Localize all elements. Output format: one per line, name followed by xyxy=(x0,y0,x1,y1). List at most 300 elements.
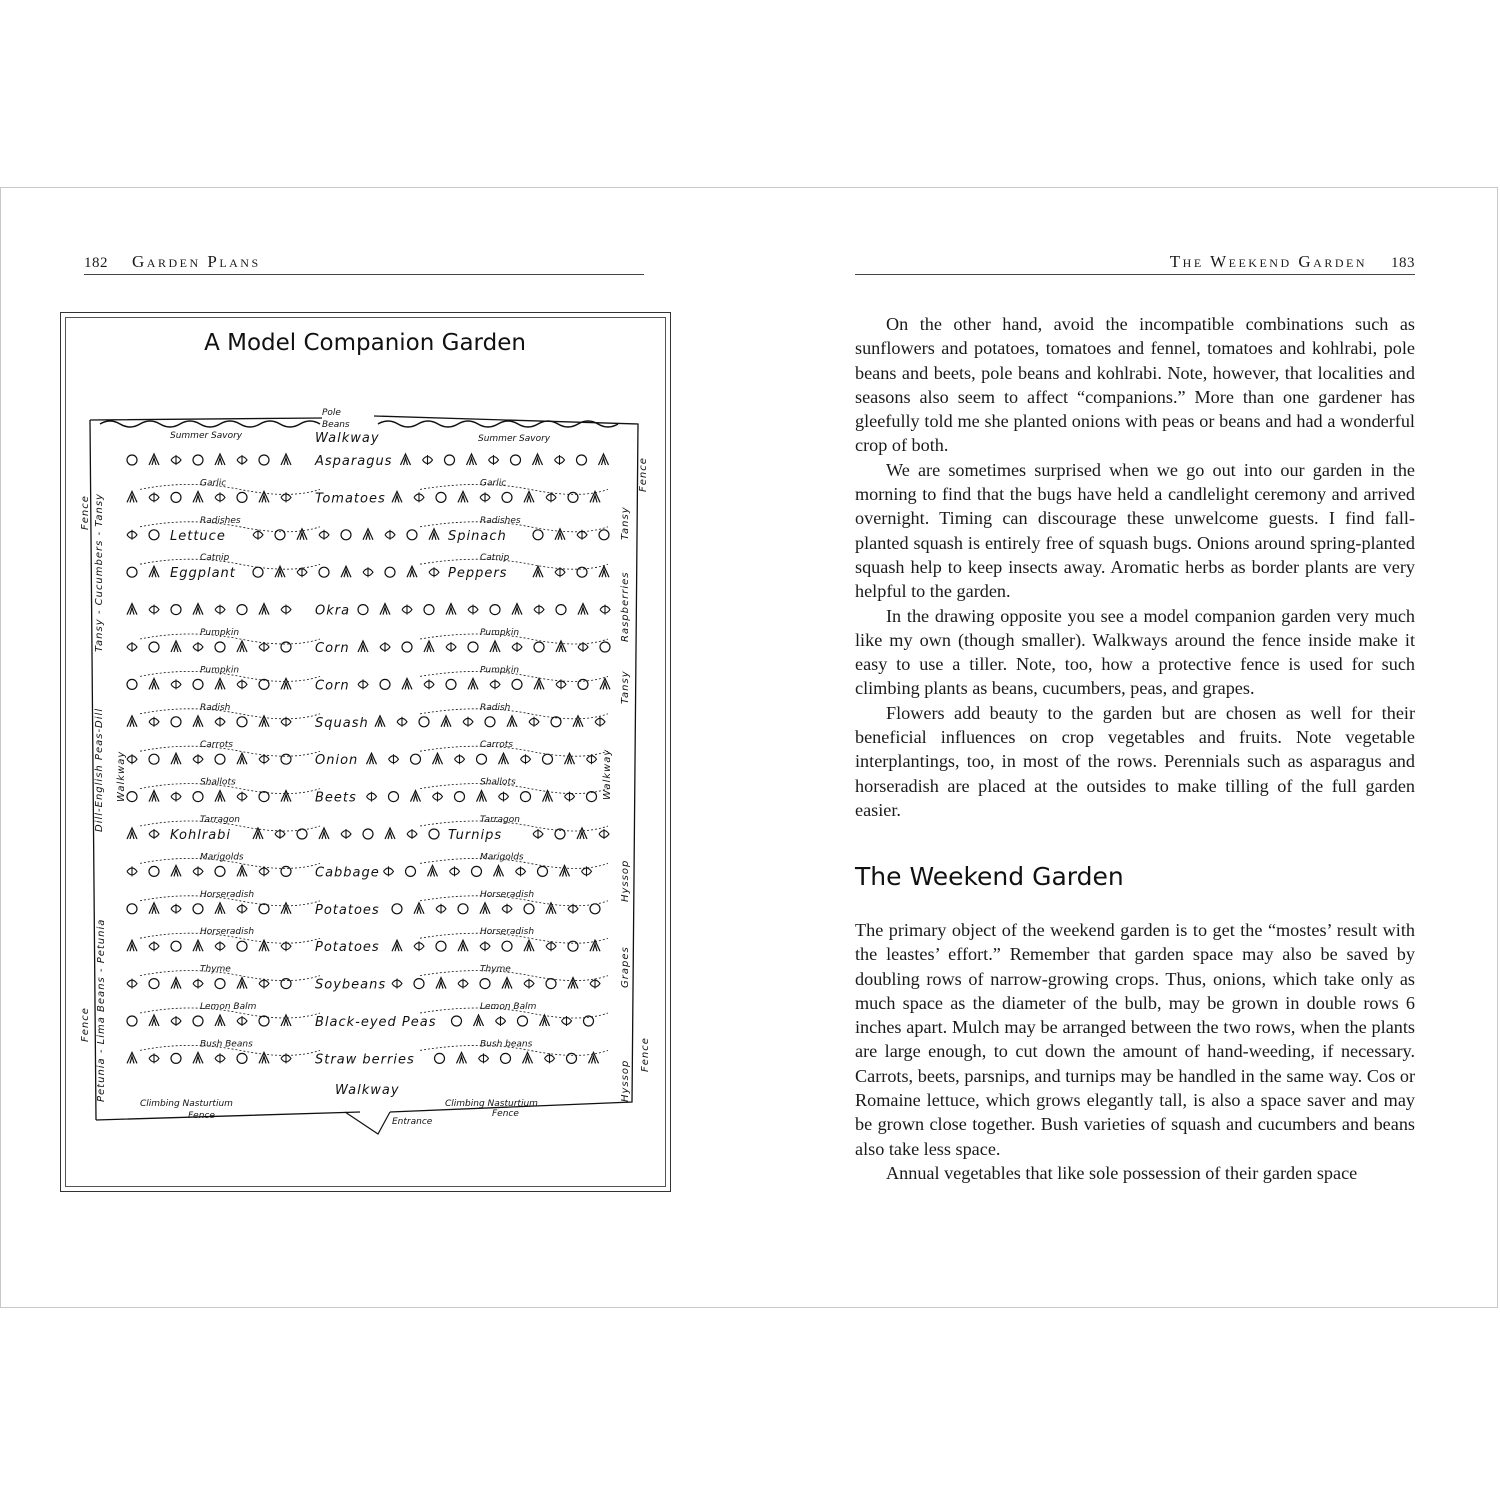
plant-symbol xyxy=(215,903,225,914)
plant-symbol xyxy=(171,904,181,914)
right-running-title: The Weekend Garden xyxy=(1169,252,1367,271)
right-header-rule xyxy=(855,274,1415,275)
companion-note: Radish xyxy=(480,702,511,713)
row-label-secondary: Turnips xyxy=(448,828,503,843)
plant-symbol xyxy=(414,903,424,914)
plant-symbol xyxy=(507,716,517,727)
companion-note: Pumpkin xyxy=(200,665,240,676)
grapes-label: Grapes xyxy=(620,946,631,988)
plant-symbol xyxy=(555,455,565,465)
row-label: Potatoes xyxy=(315,940,380,956)
companion-note: Bush Beans xyxy=(200,1039,253,1050)
plant-row xyxy=(127,478,608,506)
plant-symbol xyxy=(171,492,181,502)
plant-symbol xyxy=(436,492,446,502)
plant-symbol xyxy=(149,492,159,502)
plant-symbol xyxy=(524,904,534,914)
plant-symbol xyxy=(281,1015,291,1026)
summer-savory-left: Summer Savory xyxy=(170,431,243,441)
plant-symbol xyxy=(149,530,159,540)
plant-symbol xyxy=(490,679,500,689)
plant-symbol xyxy=(577,530,587,540)
paragraph: On the other hand, avoid the incompatible combinations such as sunflowers and potatoes, tomatoes and fennel, tomatoes and kohlrabi, pole beans and beets, pole beans and kohlrabi. Note, however, that localities and seasons also seem to affect “companions.” More than one gardener has gleefully told me she planted onions with peas or beans and had a wonderful crop of both. xyxy=(855,314,1415,456)
row-label: Okra xyxy=(315,603,351,619)
row-label: Kohlrabi xyxy=(170,828,232,843)
plant-symbol xyxy=(193,904,203,914)
companion-note: Marigolds xyxy=(200,852,244,863)
plant-symbol xyxy=(127,754,137,764)
plant-symbol xyxy=(436,904,446,914)
plant-symbol xyxy=(385,530,395,540)
row-label: Tomatoes xyxy=(315,491,386,507)
plant-symbol xyxy=(433,792,443,802)
plant-symbol xyxy=(534,605,544,615)
plant-symbol xyxy=(428,865,438,876)
plant-symbol xyxy=(297,529,307,540)
plant-symbol xyxy=(446,642,456,652)
plant-symbol xyxy=(467,454,477,465)
plant-symbol xyxy=(455,754,465,764)
plant-symbol xyxy=(474,1015,484,1026)
companion-note: Shallots xyxy=(200,777,236,788)
plant-symbol xyxy=(407,829,417,839)
summer-savory-right: Summer Savory xyxy=(478,434,551,444)
plant-symbol xyxy=(479,1053,489,1063)
plant-symbol xyxy=(595,717,605,727)
plant-symbol xyxy=(193,792,203,802)
plant-symbol xyxy=(259,455,269,465)
plant-symbol xyxy=(556,605,566,615)
figure-title: A Model Companion Garden xyxy=(204,330,526,356)
plant-symbol xyxy=(149,605,159,615)
plant-symbol xyxy=(215,717,225,727)
companion-note: Marigolds xyxy=(480,852,524,863)
plant-symbol xyxy=(215,678,225,689)
plant-symbol xyxy=(414,979,424,989)
plant-symbol xyxy=(171,641,181,652)
row-label-secondary: Spinach xyxy=(448,528,507,544)
plant-symbol xyxy=(502,904,512,914)
beans-trellis-right xyxy=(378,421,618,427)
plant-symbol xyxy=(281,454,291,465)
plant-symbol xyxy=(577,455,587,465)
plant-row xyxy=(127,890,608,918)
companion-note: Lemon Balm xyxy=(200,1002,257,1012)
plant-symbol xyxy=(457,1052,467,1063)
plant-symbol xyxy=(502,978,512,989)
plant-symbol xyxy=(149,678,159,689)
plant-symbol xyxy=(237,679,247,689)
hyssop-bottom-label: Hyssop xyxy=(620,1059,631,1102)
plant-symbol xyxy=(237,941,247,951)
plant-symbol xyxy=(533,829,543,839)
plant-symbol xyxy=(193,1052,203,1063)
plant-symbol xyxy=(237,904,247,914)
plant-symbol xyxy=(237,865,247,876)
plant-symbol xyxy=(281,903,291,914)
plant-symbol xyxy=(193,604,203,615)
companion-note: Shallots xyxy=(480,777,516,788)
plant-symbol xyxy=(458,979,468,989)
plant-symbol xyxy=(281,642,291,652)
plant-symbol xyxy=(407,566,417,577)
plant-symbol xyxy=(341,530,351,540)
plant-symbol xyxy=(455,792,465,802)
plant-symbol xyxy=(518,1016,528,1026)
companion-note: Horseradish xyxy=(200,889,255,900)
plant-row xyxy=(127,516,609,544)
companion-note: Thyme xyxy=(480,964,511,975)
plant-symbol xyxy=(127,716,137,727)
raspberries-label: Raspberries xyxy=(620,571,631,642)
plant-symbol xyxy=(582,866,592,876)
plant-symbol xyxy=(171,941,181,951)
plant-symbol xyxy=(521,792,531,802)
row-label: Squash xyxy=(315,715,369,731)
plant-symbol xyxy=(385,828,395,839)
companion-note: Radish xyxy=(200,702,231,713)
plant-symbol xyxy=(367,753,377,764)
plant-symbol xyxy=(392,904,402,914)
plant-symbol xyxy=(480,903,490,914)
plant-symbol xyxy=(127,866,137,876)
plant-row xyxy=(127,778,608,806)
plant-symbol xyxy=(490,605,500,615)
plant-symbol xyxy=(237,792,247,802)
plant-symbol xyxy=(367,792,377,802)
row-label: Eggplant xyxy=(170,566,236,582)
plant-symbol xyxy=(341,829,351,839)
plant-symbol xyxy=(127,979,137,989)
tansy-cucumbers-label: Tansy - Cucumbers - Tansy xyxy=(94,493,105,652)
plant-symbol xyxy=(127,491,137,502)
plant-row xyxy=(127,927,608,955)
plant-symbol xyxy=(397,717,407,727)
row-label: Corn xyxy=(315,641,350,656)
plant-symbol xyxy=(477,791,487,802)
paragraph: We are sometimes surprised when we go out into our garden in the morning to find that the bugs have held a candlelight ceremony and arrived overnight. Timing can discourage these unwelcome guests. I find fall-planted squash is entirely free of squash bugs. Onions around spring-planted squash help to keep insects away. Aromatic herbs as border plants are very helpful to the garden. xyxy=(855,459,1415,602)
plant-symbol xyxy=(237,717,247,727)
plant-symbol xyxy=(480,979,490,989)
plant-symbol xyxy=(523,1052,533,1063)
plant-symbol xyxy=(297,567,307,577)
plant-symbol xyxy=(363,529,373,540)
plant-symbol xyxy=(429,567,439,577)
plant-symbol xyxy=(127,1052,137,1063)
plant-symbol xyxy=(458,491,468,502)
right-running-head xyxy=(855,252,1415,272)
paragraph: Flowers add beauty to the garden but are chosen as well for their beneficial influences on crop vegetables and fruits. Note vegetable interplantings, too, in most of the rows. Perennials such as asparagus and horseradish are placed at the outsides to make tilling of the full garden easier. xyxy=(855,702,1415,820)
plant-symbol xyxy=(281,678,291,689)
plant-symbol xyxy=(319,828,329,839)
plant-symbol xyxy=(380,604,390,615)
plant-symbol xyxy=(389,792,399,802)
plant-symbol xyxy=(127,828,137,839)
companion-note: Pumpkin xyxy=(480,665,520,676)
plant-symbol xyxy=(545,1053,555,1063)
plant-symbol xyxy=(193,491,203,502)
plant-symbol xyxy=(341,566,351,577)
left-fence-bottom-label: Fence xyxy=(80,1007,91,1042)
plant-symbol xyxy=(590,904,600,914)
plant-symbol xyxy=(171,679,181,689)
plant-symbol xyxy=(149,717,159,727)
plant-symbol xyxy=(392,979,402,989)
fence-bottom-left: Fence xyxy=(188,1111,215,1121)
plant-row xyxy=(127,665,610,693)
plant-symbol xyxy=(363,567,373,577)
plant-symbol xyxy=(568,904,578,914)
companion-note: Pumpkin xyxy=(480,628,520,638)
plant-symbol xyxy=(215,866,225,876)
plant-row xyxy=(127,815,609,843)
plant-symbol xyxy=(319,530,329,540)
walkway-bottom-label: Walkway xyxy=(335,1083,400,1098)
plant-symbol xyxy=(424,605,434,615)
plant-symbol xyxy=(171,978,181,989)
plant-symbol xyxy=(441,716,451,727)
plant-symbol xyxy=(565,792,575,802)
plant-symbol xyxy=(237,1053,247,1063)
plant-symbol xyxy=(477,754,487,764)
plant-symbol xyxy=(281,866,291,876)
plant-symbol xyxy=(560,865,570,876)
plant-symbol xyxy=(524,979,534,989)
plant-symbol xyxy=(127,530,137,540)
plant-symbol xyxy=(600,678,610,689)
plant-row xyxy=(127,454,609,469)
plant-symbol xyxy=(253,567,263,577)
hyssop-label: Hyssop xyxy=(620,859,631,902)
climbing-nasturtium-right: Climbing Nasturtium xyxy=(445,1099,538,1109)
companion-note: Carrots xyxy=(200,740,233,751)
plant-symbol xyxy=(429,829,439,839)
row-label: Black-eyed Peas xyxy=(315,1015,437,1030)
plant-symbol xyxy=(578,679,588,689)
plant-symbol xyxy=(127,679,137,689)
beans-trellis-left xyxy=(100,421,320,427)
plant-symbol xyxy=(253,828,263,839)
left-page-number: 182 xyxy=(84,255,108,271)
interplant-arc xyxy=(420,484,608,494)
plant-symbol xyxy=(149,566,159,577)
plant-symbol xyxy=(414,492,424,502)
plant-symbol xyxy=(543,791,553,802)
plant-symbol xyxy=(149,829,159,839)
interplant-arc xyxy=(140,484,320,494)
plant-symbol xyxy=(127,792,137,802)
plant-symbol xyxy=(472,866,482,876)
plant-symbol xyxy=(452,1016,462,1026)
plant-symbol xyxy=(401,454,411,465)
plant-symbol xyxy=(259,604,269,615)
plant-symbol xyxy=(149,791,159,802)
plant-symbol xyxy=(577,828,587,839)
plant-symbol xyxy=(392,940,402,951)
plant-symbol xyxy=(589,1052,599,1063)
plant-symbol xyxy=(450,866,460,876)
plant-symbol xyxy=(193,1016,203,1026)
plant-symbol xyxy=(414,941,424,951)
plant-symbol xyxy=(215,605,225,615)
plant-symbol xyxy=(562,1016,572,1026)
plant-symbol xyxy=(171,717,181,727)
plant-symbol xyxy=(565,753,575,764)
plant-symbol xyxy=(590,979,600,989)
left-running-title: Garden Plans xyxy=(132,252,261,271)
plant-row xyxy=(127,604,610,619)
plant-symbol xyxy=(127,567,137,577)
plant-symbol xyxy=(521,754,531,764)
plant-symbol xyxy=(494,865,504,876)
plant-symbol xyxy=(555,529,565,540)
body-text-bottom xyxy=(855,918,1415,1185)
plant-symbol xyxy=(215,1015,225,1026)
plant-symbol xyxy=(281,754,291,764)
plant-symbol xyxy=(193,866,203,876)
paragraph: In the drawing opposite you see a model companion garden very much like my own (though smaller). Walkways around the fence inside make it easy to use a tiller. Note, too, how a protective fence is used for such climbing plants as beans, cucumbers, peas, and grapes. xyxy=(855,605,1415,699)
plant-row xyxy=(127,1039,608,1067)
plant-symbol xyxy=(411,754,421,764)
plant-symbol xyxy=(485,717,495,727)
plant-symbol xyxy=(237,1016,247,1026)
plant-symbol xyxy=(540,1015,550,1026)
plant-symbol xyxy=(458,904,468,914)
companion-note: Pumpkin xyxy=(200,628,240,638)
plant-symbol xyxy=(480,941,490,951)
companion-note: Tarragon xyxy=(200,815,240,825)
plant-symbol xyxy=(281,1053,291,1063)
plant-symbol xyxy=(480,492,490,502)
left-header-rule xyxy=(84,274,644,275)
plant-symbol xyxy=(149,454,159,465)
companion-note: Lemon Balm xyxy=(480,1002,537,1012)
plant-symbol xyxy=(380,679,390,689)
plant-symbol xyxy=(171,1016,181,1026)
plant-symbol xyxy=(237,978,247,989)
plant-symbol xyxy=(281,605,291,615)
plant-symbol xyxy=(468,642,478,652)
plant-symbol xyxy=(215,941,225,951)
companion-note: Horseradish xyxy=(480,889,535,900)
plant-symbol xyxy=(502,941,512,951)
plant-symbol xyxy=(501,1053,511,1063)
plant-symbol xyxy=(127,604,137,615)
row-label: Soybeans xyxy=(315,977,387,993)
row-label: Straw berries xyxy=(315,1052,415,1068)
plant-symbol xyxy=(171,455,181,465)
plant-symbol xyxy=(436,941,446,951)
beans-label: Beans xyxy=(322,420,350,430)
plant-symbol xyxy=(149,941,159,951)
plant-symbol xyxy=(358,641,368,652)
plant-symbol xyxy=(358,605,368,615)
right-tansy-label: Tansy xyxy=(620,506,631,540)
paragraph: Annual vegetables that like sole possession of their garden space xyxy=(886,1162,1358,1183)
plant-symbol xyxy=(406,866,416,876)
row-label: Onion xyxy=(315,753,359,769)
interplant-arc xyxy=(420,746,608,756)
plant-symbol xyxy=(237,492,247,502)
plant-symbol xyxy=(599,530,609,540)
plant-symbol xyxy=(533,454,543,465)
right-page-number: 183 xyxy=(1391,255,1415,271)
companion-note: Horseradish xyxy=(480,927,535,938)
plant-symbol xyxy=(171,865,181,876)
plant-row xyxy=(127,740,608,768)
plant-symbol xyxy=(237,605,247,615)
plant-symbol xyxy=(499,753,509,764)
row-label: Potatoes xyxy=(315,902,380,918)
plant-symbol xyxy=(281,979,291,989)
plant-symbol xyxy=(516,866,526,876)
plant-symbol xyxy=(436,978,446,989)
plant-symbol xyxy=(215,454,225,465)
section-heading: The Weekend Garden xyxy=(855,862,1124,891)
plant-rows xyxy=(127,454,610,1067)
row-label-secondary: Peppers xyxy=(448,566,508,582)
plant-symbol xyxy=(600,642,610,652)
plant-symbol xyxy=(577,567,587,577)
plant-symbol xyxy=(599,566,609,577)
plant-symbol xyxy=(534,642,544,652)
plant-symbol xyxy=(193,679,203,689)
plant-symbol xyxy=(490,641,500,652)
plant-symbol xyxy=(149,866,159,876)
plant-row xyxy=(127,852,608,880)
plant-symbol xyxy=(499,792,509,802)
plant-symbol xyxy=(127,455,137,465)
plant-row xyxy=(127,628,610,656)
plant-symbol xyxy=(445,455,455,465)
row-label: Corn xyxy=(315,678,350,694)
plant-symbol xyxy=(215,754,225,764)
plant-symbol xyxy=(529,717,539,727)
paragraph: The primary object of the weekend garden is to get the “mostes’ result with the leastes’ effort.” Remember that garden space may also be saved by doubling rows of narrow-growing crops. Thus, onions, which take only as much space as the diameter of the bulb, may be grown in double rows 6 inches apart. Mulch may be arranged between the two rows, when the plants are large enough, to cut down the amount of hand-weeding, if necessary. Carrots, beets, parsnips, and turnips may be handled in the same way. Cos or Romaine lettuce, which grows elegantly tall, is also a space saver and may be grown close together. Bush varieties of squash and cucumbers and beans also take less space. xyxy=(855,920,1415,1159)
plant-symbol xyxy=(533,530,543,540)
plant-symbol xyxy=(127,1016,137,1026)
plant-symbol xyxy=(402,678,412,689)
plant-symbol xyxy=(149,1015,159,1026)
right-walkway-label: Walkway xyxy=(602,748,613,800)
plant-symbol xyxy=(496,1016,506,1026)
plant-symbol xyxy=(237,455,247,465)
plant-symbol xyxy=(193,940,203,951)
plant-symbol xyxy=(424,641,434,652)
pole-label: Pole xyxy=(322,408,341,418)
plant-symbol xyxy=(385,567,395,577)
plant-symbol xyxy=(419,717,429,727)
plant-symbol xyxy=(402,605,412,615)
plant-symbol xyxy=(281,717,291,727)
plant-symbol xyxy=(556,641,566,652)
plant-symbol xyxy=(237,641,247,652)
plant-row xyxy=(127,965,608,993)
plant-symbol xyxy=(502,492,512,502)
plant-symbol xyxy=(546,979,556,989)
plant-row xyxy=(127,553,609,581)
plant-symbol xyxy=(281,492,291,502)
companion-note: Garlic xyxy=(480,478,507,489)
companion-note: Horseradish xyxy=(200,927,255,938)
plant-symbol xyxy=(463,717,473,727)
companion-note: Garlic xyxy=(200,478,227,489)
interplant-arc xyxy=(420,709,608,719)
plant-symbol xyxy=(149,642,159,652)
plant-symbol xyxy=(546,941,556,951)
plant-symbol xyxy=(578,604,588,615)
plant-symbol xyxy=(281,941,291,951)
